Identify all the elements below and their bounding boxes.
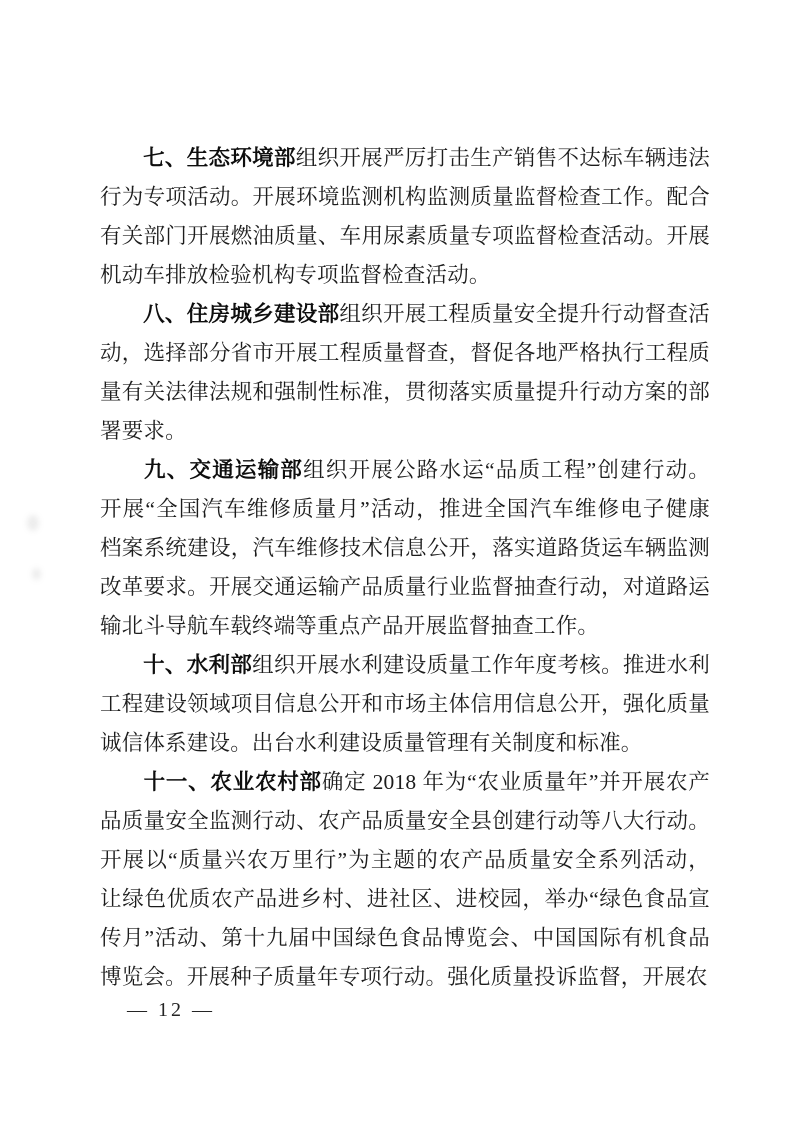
paragraph bbox=[100, 763, 710, 997]
first-line-indent bbox=[100, 671, 143, 672]
text-line: 档案系统建设，汽车维修技术信息公开，落实道路货运车辆监测 bbox=[100, 536, 710, 560]
text-line: 十一、农业农村部确定 2018 年为“农业质量年”并开展农产 bbox=[100, 763, 710, 802]
text-line: 九、交通运输部组织开展公路水运“品质工程”创建行动。 bbox=[100, 451, 710, 490]
text-line: 品质量安全监测行动、农产品质量安全县创建行动等八大行动。 bbox=[100, 809, 710, 833]
text-line: 传月”活动、第十九届中国绿色食品博览会、中国国际有机食品 bbox=[100, 926, 710, 950]
ministry-heading: 十一、农业农村部 bbox=[143, 770, 322, 794]
paragraph bbox=[100, 646, 710, 763]
first-line-indent bbox=[100, 320, 143, 321]
paragraph bbox=[100, 451, 710, 646]
text-line: 工程建设领域项目信息公开和市场主体信用信息公开，强化质量 bbox=[100, 692, 710, 716]
text-line: 博览会。开展种子质量年专项行动。强化质量投诉监督，开展农 bbox=[100, 965, 708, 989]
paragraph bbox=[100, 295, 710, 451]
text-line: 动，选择部分省市开展工程质量督查，督促各地严格执行工程质 bbox=[100, 341, 710, 365]
text-line: 输北斗导航车载终端等重点产品开展监督抽查工作。 bbox=[100, 614, 600, 638]
text-line: 量有关法律法规和强制性标准，贯彻落实质量提升行动方案的部 bbox=[100, 380, 710, 404]
ministry-heading: 十、水利部 bbox=[143, 653, 253, 677]
paragraph bbox=[100, 139, 710, 295]
first-line-indent bbox=[100, 476, 143, 477]
ministry-heading: 九、交通运输部 bbox=[143, 458, 304, 482]
scan-artifact bbox=[27, 515, 39, 531]
text-line: 署要求。 bbox=[100, 419, 187, 443]
first-line-indent bbox=[100, 164, 143, 165]
scan-artifact bbox=[32, 568, 41, 580]
text-line: 开展以“质量兴农万里行”为主题的农产品质量安全系列活动， bbox=[100, 848, 710, 872]
text-line: 诚信体系建设。出台水利建设质量管理有关制度和标准。 bbox=[100, 731, 643, 755]
text-line: 开展“全国汽车维修质量月”活动，推进全国汽车维修电子健康 bbox=[100, 497, 710, 521]
page-number: — 12 — bbox=[127, 999, 215, 1021]
ministry-heading: 八、住房城乡建设部 bbox=[143, 302, 340, 326]
text-line: 十、水利部组织开展水利建设质量工作年度考核。推进水利 bbox=[100, 646, 710, 685]
text-line: 七、生态环境部组织开展严厉打击生产销售不达标车辆违法 bbox=[100, 139, 710, 178]
text-line: 让绿色优质农产品进乡村、进社区、进校园，举办“绿色食品宣 bbox=[100, 887, 710, 911]
first-line-indent bbox=[100, 788, 143, 789]
text-line: 行为专项活动。开展环境监测机构监测质量监督检查工作。配合 bbox=[100, 185, 710, 209]
document-body bbox=[100, 139, 710, 997]
text-line: 改革要求。开展交通运输产品质量行业监督抽查行动，对道路运 bbox=[100, 575, 710, 599]
ministry-heading: 七、生态环境部 bbox=[143, 146, 296, 170]
text-line: 有关部门开展燃油质量、车用尿素质量专项监督检查活动。开展 bbox=[100, 224, 710, 248]
text-line: 机动车排放检验机构专项监督检查活动。 bbox=[100, 263, 491, 287]
text-line: 八、住房城乡建设部组织开展工程质量安全提升行动督查活 bbox=[100, 295, 710, 334]
